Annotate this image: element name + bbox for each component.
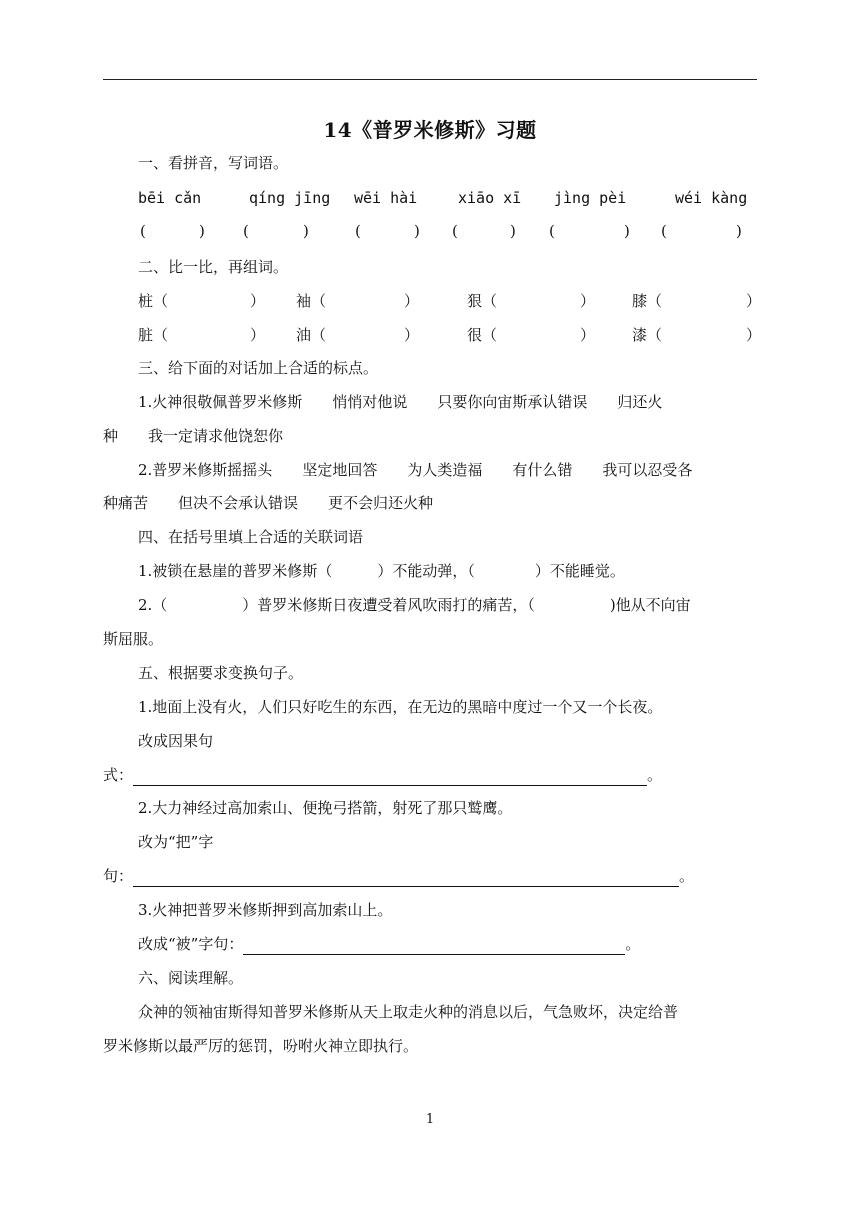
- section5-q1-answer-line: [103, 764, 662, 786]
- compare-char-3: 狠（: [467, 292, 498, 310]
- compare-close-1: ）: [250, 292, 266, 310]
- section3-q2-line2: 种痛苦 但决不会承认错误 更不会归还火种: [103, 494, 434, 512]
- compare-char-6: 油（: [296, 326, 327, 344]
- section1-heading: 一、看拼音，写词语。: [138, 154, 289, 172]
- answer-paren-2-open: (: [243, 222, 249, 240]
- answer-blank[interactable]: [243, 938, 625, 955]
- answer-paren-4-open: (: [452, 222, 458, 240]
- answer-paren-2-close: ): [303, 222, 309, 240]
- pinyin-1: bēi cǎn: [138, 189, 202, 207]
- answer-paren-6-open: (: [661, 222, 667, 240]
- compare-close-3: ）: [580, 292, 596, 310]
- answer-paren-3-open: (: [355, 222, 361, 240]
- section3-q1-line1: 1.火神很敬佩普罗米修斯 悄悄对他说 只要你向宙斯承认错误 归还火: [138, 393, 663, 411]
- section5-q1: 1.地面上没有火，人们只好吃生的东西，在无边的黑暗中度过一个又一个长夜。: [138, 698, 663, 716]
- compare-char-5: 脏（: [138, 326, 169, 344]
- section3-q1-line2: 种 我一定请求他饶恕你: [103, 427, 284, 445]
- pinyin-3: wēi hài: [354, 189, 418, 207]
- compare-char-8: 漆（: [632, 326, 663, 344]
- answer-end: 。: [625, 935, 641, 953]
- compare-close-4: ）: [746, 292, 762, 310]
- compare-char-7: 很（: [467, 326, 498, 344]
- answer-paren-3-close: ): [414, 222, 420, 240]
- section5-q3: 3.火神把普罗米修斯押到高加索山上。: [138, 901, 393, 919]
- compare-close-6: ）: [404, 326, 420, 344]
- answer-paren-5-open: (: [549, 222, 555, 240]
- section4-q2-line1: 2.（ ）普罗米修斯日夜遭受着风吹雨打的痛苦，（ )他从不向宙: [138, 596, 691, 614]
- section5-heading: 五、根据要求变换句子。: [138, 664, 304, 682]
- compare-close-5: ）: [250, 326, 266, 344]
- page-title: 14《普罗米修斯》习题: [323, 118, 537, 142]
- answer-paren-4-close: ): [510, 222, 516, 240]
- answer-paren-1-close: ): [199, 222, 205, 240]
- section5-q2-answer-line: [103, 865, 694, 887]
- page-number: 1: [425, 1112, 435, 1127]
- compare-char-2: 袖（: [296, 292, 327, 310]
- pinyin-4: xiāo xī: [458, 189, 522, 207]
- section4-heading: 四、在括号里填上合适的关联词语: [138, 528, 364, 546]
- header-rule: [103, 79, 757, 80]
- section6-heading: 六、阅读理解。: [138, 969, 244, 987]
- answer-blank[interactable]: [133, 870, 679, 887]
- section4-q2-line2: 斯屈服。: [103, 630, 164, 648]
- section5-q1-requirement: 改成因果句: [138, 732, 214, 750]
- section3-q2-line1: 2.普罗米修斯摇摇头 坚定地回答 为人类造福 有什么错 我可以忍受各: [138, 461, 693, 479]
- pinyin-2: qíng jīng: [249, 189, 331, 207]
- reading-paragraph-line1: 众神的领袖宙斯得知普罗米修斯从天上取走火种的消息以后，气急败坏，决定给普: [138, 1003, 679, 1021]
- compare-char-1: 桩（: [138, 292, 169, 310]
- answer-end: 。: [647, 766, 663, 784]
- answer-paren-5-close: ): [624, 222, 630, 240]
- compare-char-4: 膝（: [632, 292, 663, 310]
- section2-heading: 二、比一比，再组词。: [138, 258, 289, 276]
- answer-prefix: 改成“被”字句：: [138, 935, 244, 953]
- answer-end: 。: [679, 867, 695, 885]
- compare-close-7: ）: [580, 326, 596, 344]
- pinyin-6: wéi kàng: [675, 189, 748, 207]
- section3-heading: 三、给下面的对话加上合适的标点。: [138, 359, 379, 377]
- section5-q3-answer-line: [138, 933, 640, 955]
- answer-blank[interactable]: [133, 769, 647, 786]
- section5-q2-requirement: 改为“把”字: [138, 833, 214, 851]
- section4-q1: 1.被锁在悬崖的普罗米修斯（ ）不能动弹，（ ）不能睡觉。: [138, 562, 625, 580]
- answer-paren-1-open: (: [140, 222, 146, 240]
- compare-close-8: ）: [746, 326, 762, 344]
- reading-paragraph-line2: 罗米修斯以最严厉的惩罚，吩咐火神立即执行。: [103, 1037, 419, 1055]
- pinyin-5: jìng pèi: [554, 189, 627, 207]
- answer-prefix: 句：: [103, 867, 134, 885]
- answer-prefix: 式：: [103, 766, 134, 784]
- section5-q2: 2.大力神经过高加索山、便挽弓搭箭，射死了那只鹫鹰。: [138, 799, 513, 817]
- compare-close-2: ）: [404, 292, 420, 310]
- answer-paren-6-close: ): [736, 222, 742, 240]
